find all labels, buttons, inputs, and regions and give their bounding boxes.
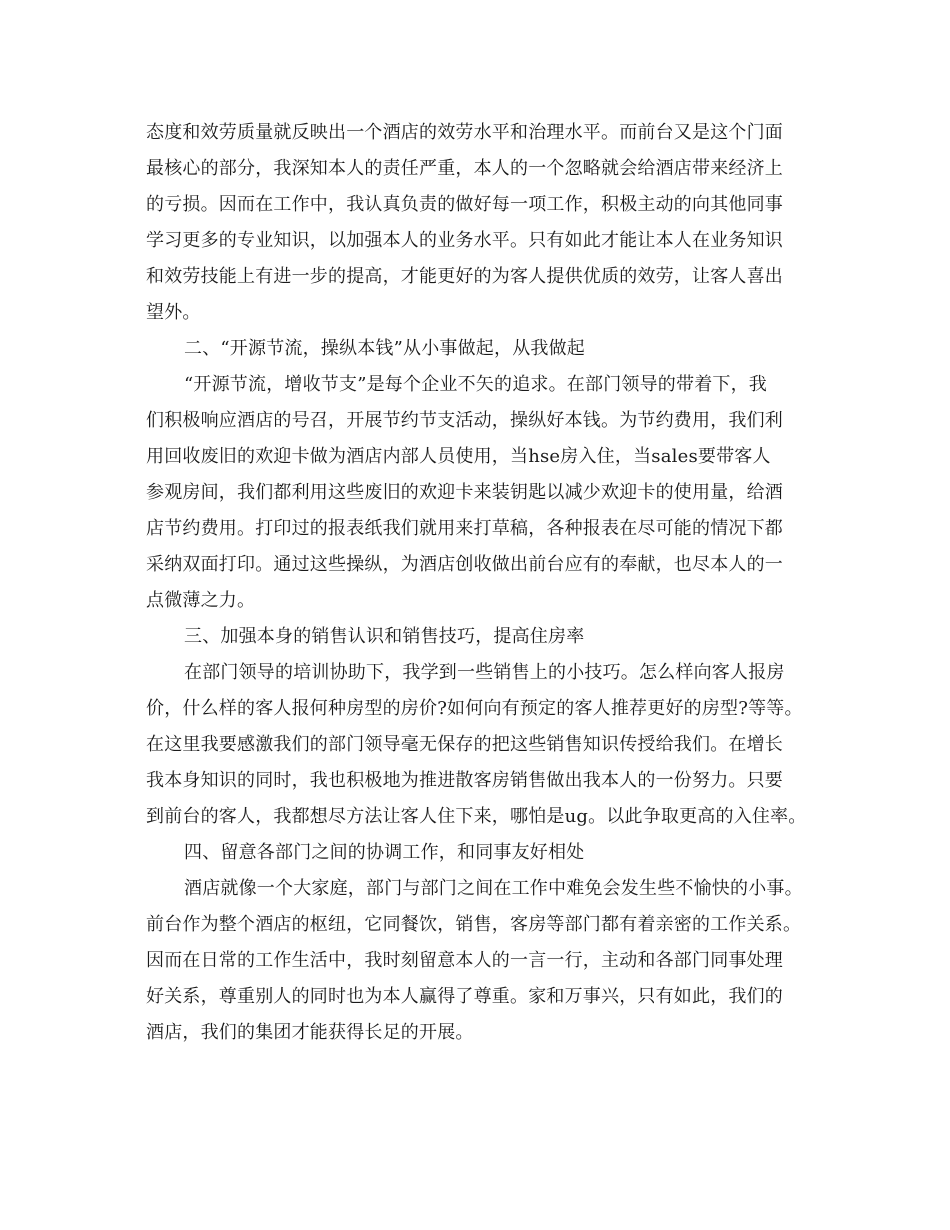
text-line: 二、“开源节流，操纵本钱”从小事做起，从我做起 <box>184 338 586 359</box>
text-line: 参观房间，我们都利用这些废旧的欢迎卡来装钥匙以减少欢迎卡的使用量，给酒 <box>146 482 783 503</box>
text-line: 三、加强本身的销售认识和销售技巧，提高住房率 <box>184 626 585 647</box>
text-line: 们积极响应酒店的号召，开展节约节支活动，操纵好本钱。为节约费用，我们利 <box>146 410 783 431</box>
text-line: 店节约费用。打印过的报表纸我们就用来打草稿，各种报表在尽可能的情况下都 <box>146 518 783 539</box>
text-line: “开源节流，增收节支”是每个企业不矢的追求。在部门领导的带着下，我 <box>184 374 768 395</box>
text-line: 我本身知识的同时，我也积极地为推进散客房销售做出我本人的一份努力。只要 <box>146 770 783 791</box>
text-line: 用回收废旧的欢迎卡做为酒店内部人员使用，当hse房入住，当sales要带客人 <box>146 446 771 467</box>
text-line: 采纳双面打印。通过这些操纵，为酒店创收做出前台应有的奉献，也尽本人的一 <box>146 554 783 575</box>
text-line: 前台作为整个酒店的枢纽，它同餐饮，销售，客房等部门都有着亲密的工作关系。 <box>146 914 802 935</box>
text-line: 到前台的客人，我都想尽方法让客人住下来，哪怕是ug。以此争取更高的入住率。 <box>146 806 807 827</box>
text-line: 酒店就像一个大家庭，部门与部门之间在工作中难免会发生些不愉快的小事。 <box>184 878 803 899</box>
text-line: 和效劳技能上有进一步的提高，才能更好的为客人提供优质的效劳，让客人喜出 <box>146 266 783 287</box>
text-line: 望外。 <box>146 302 201 323</box>
text-line: 的亏损。因而在工作中，我认真负责的做好每一项工作，积极主动的向其他同事 <box>146 194 783 215</box>
text-line: 酒店，我们的集团才能获得长足的开展。 <box>146 1022 474 1043</box>
text-line: 因而在日常的工作生活中，我时刻留意本人的一言一行，主动和各部门同事处理 <box>146 950 783 971</box>
text-line: 在部门领导的培训协助下，我学到一些销售上的小技巧。怎么样向客人报房 <box>184 662 785 683</box>
text-line: 态度和效劳质量就反映出一个酒店的效劳水平和治理水平。而前台又是这个门面 <box>146 122 783 143</box>
text-line: 在这里我要感激我们的部门领导毫无保存的把这些销售知识传授给我们。在增长 <box>146 734 783 755</box>
text-line: 好关系，尊重别人的同时也为本人赢得了尊重。家和万事兴，只有如此，我们的 <box>146 986 783 1007</box>
text-line: 最核心的部分，我深知本人的责任严重，本人的一个忽略就会给酒店带来经济上 <box>146 158 783 179</box>
text-line: 学习更多的专业知识，以加强本人的业务水平。只有如此才能让本人在业务知识 <box>146 230 783 251</box>
text-line: 价，什么样的客人报何种房型的房价?如何向有预定的客人推荐更好的房型?等等。 <box>146 698 803 719</box>
text-line: 四、留意各部门之间的协调工作，和同事友好相处 <box>184 842 585 863</box>
text-line: 点微薄之力。 <box>146 590 256 611</box>
document-body <box>146 115 816 1051</box>
